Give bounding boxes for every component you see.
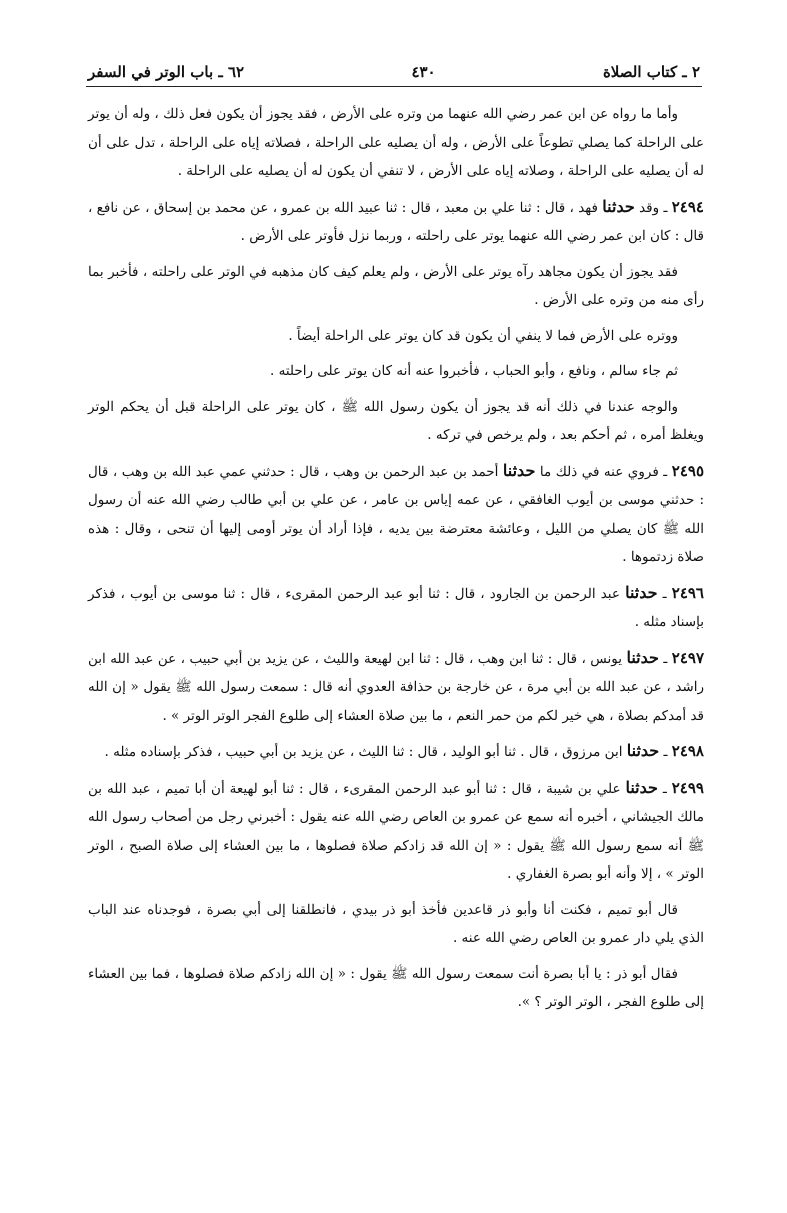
hadith-text: يونس ، قال : ثنا ابن وهب ، قال : ثنا ابن لهيعة والليث ، عن يزيد بن أبي حبيب ، عن عبد الله ابن راشد ، عن عبد الله بن أبي مرة ، عن خارجة بن حذافة العدوي أنه قال : سمعت رسول الله ﷺ يقول « إن الله قد أمدكم بصلاة ، هي خير لكم من حمر النعم ، ما بين صلاة العشاء إلى طلوع الفجر الوتر الوتر » . — [88, 650, 704, 724]
page-body — [88, 100, 704, 1024]
header-page-number: ٤٣٠ — [411, 63, 436, 81]
hadith-entry — [88, 644, 704, 731]
hadith-entry — [88, 737, 704, 767]
commentary-paragraph: قال أبو تميم ، فكنت أنا وأبو ذر قاعدين فأخذ أبو ذر بيدي ، فانطلقنا إلى أبي بصرة ، فوجدناه عند الباب الذي يلي دار عمرو بن العاص رضي الله عنه . — [88, 901, 704, 946]
commentary-paragraph: فقال أبو ذر : يا أبا بصرة أنت سمعت رسول الله ﷺ يقول : « إن الله زادكم صلاة فصلوها ، فما بين العشاء إلى طلوع الفجر ، الوتر الوتر ؟ ». — [88, 965, 704, 1010]
hadith-entry — [88, 457, 704, 572]
hadith-text: علي بن شيبة ، قال : ثنا أبو عبد الرحمن المقرىء ، قال : ثنا أبو لهيعة أن أبا تميم ، عبد الله بن مالك الجيشاني ، أخبره أنه سمع عن عمرو بن العاص رضي الله عنه يقول : أخبرني رجل من أصحاب رسول الله ﷺ أنه سمع رسول الله ﷺ يقول : « إن الله قد زادكم صلاة فصلوها ، ما بين العشاء إلى صلاة الصبح ، الوتر الوتر » ، إلا وأنه أبو بصرة الغفاري . — [88, 780, 704, 882]
hadith-lead: ـ — [662, 585, 667, 602]
hadith-lead: ـ — [663, 744, 668, 760]
hadith-text: فهد ، قال : ثنا علي بن معبد ، قال : ثنا عبيد الله بن عمرو ، عن محمد بن إسحاق ، عن نافع ، قال : كان ابن عمر رضي الله عنهما يوتر على راحلته ، وربما نزل فأوتر على الأرض . — [88, 199, 704, 244]
running-header — [88, 60, 700, 84]
transmission-keyword: حدثنا — [625, 777, 658, 797]
header-chapter-title: ٦٢ ـ باب الوتر في السفر — [88, 63, 245, 81]
hadith-number: ٢٤٩٧ — [671, 648, 705, 667]
transmission-keyword: حدثنا — [626, 741, 660, 760]
header-rule — [86, 86, 702, 87]
commentary-paragraph: فقد يجوز أن يكون مجاهد رآه يوتر على الأرض ، ولم يعلم كيف كان مذهبه في الوتر على راحلته ، فأخبر بما رأى منه من وتره على الأرض . — [88, 263, 704, 308]
transmission-keyword: حدثنا — [602, 196, 635, 216]
hadith-number: ٢٤٩٤ — [671, 197, 704, 216]
hadith-lead: ـ — [663, 650, 668, 667]
transmission-keyword: حدثنا — [626, 647, 659, 667]
hadith-text: أحمد بن عبد الرحمن بن وهب ، قال : حدثني عمي عبد الله بن وهب ، قال : حدثني موسى بن أيوب الغافقي ، عن عمه إياس بن عامر ، عن علي بن أبي طالب رضي الله عنه أن رسول الله ﷺ كان يصلي من الليل ، وعائشة معترضة بين يديه ، فإذا أراد أن يوتر أومى إليها أن تنحى ، وقال : هذه صلاة زدتموها . — [88, 463, 704, 565]
hadith-number: ٢٤٩٦ — [671, 583, 704, 602]
hadith-lead: ـ وقد — [639, 199, 668, 216]
commentary-paragraph: والوجه عندنا في ذلك أنه قد يجوز أن يكون رسول الله ﷺ ، كان يوتر على الراحلة قبل أن يحكم الوتر ويغلظ أمره ، ثم أحكم بعد ، ولم يرخص في تركه . — [88, 398, 704, 443]
hadith-lead: ـ — [662, 780, 667, 797]
hadith-text: ابن مرزوق ، قال . ثنا أبو الوليد ، قال : ثنا الليث ، عن يزيد بن أبي حبيب ، فذكر بإسناده مثله . — [104, 744, 623, 760]
commentary-paragraph: ووتره على الأرض فما لا ينفي أن يكون قد كان يوتر على الراحلة أيضاً . — [288, 327, 678, 344]
header-book-title: ٢ ـ كتاب الصلاة — [602, 63, 700, 81]
transmission-keyword: حدثنا — [502, 460, 536, 480]
hadith-entry — [88, 579, 704, 637]
hadith-number: ٢٤٩٨ — [671, 742, 704, 760]
hadith-entry — [88, 774, 704, 889]
hadith-lead: ـ فروي عنه في ذلك ما — [539, 463, 668, 480]
hadith-number: ٢٤٩٥ — [671, 461, 705, 480]
transmission-keyword: حدثنا — [625, 582, 658, 602]
hadith-entry — [88, 193, 704, 251]
hadith-text: عبد الرحمن بن الجارود ، قال : ثنا أبو عبد الرحمن المقرىء ، قال : ثنا موسى بن أيوب ، فذكر بإسناد مثله . — [88, 585, 704, 630]
commentary-paragraph: وأما ما رواه عن ابن عمر رضي الله عنهما من وتره على الأرض ، فقد يجوز أن يكون فعل ذلك ، وله أن يوتر على الراحلة كما يصلي تطوعاً على الأرض ، وله أن يصليه على الراحلة ، فصلاته إياه على الراحلة ، تدل على أن له أن يصليه على الراحلة ، وصلاته إياه على الأرض ، لا تنفي أن يكون له أن يصليه على الراحلة . — [88, 106, 704, 179]
commentary-paragraph: ثم جاء سالم ، ونافع ، وأبو الحباب ، فأخبروا عنه أنه كان يوتر على راحلته . — [270, 363, 678, 379]
hadith-number: ٢٤٩٩ — [671, 778, 704, 797]
